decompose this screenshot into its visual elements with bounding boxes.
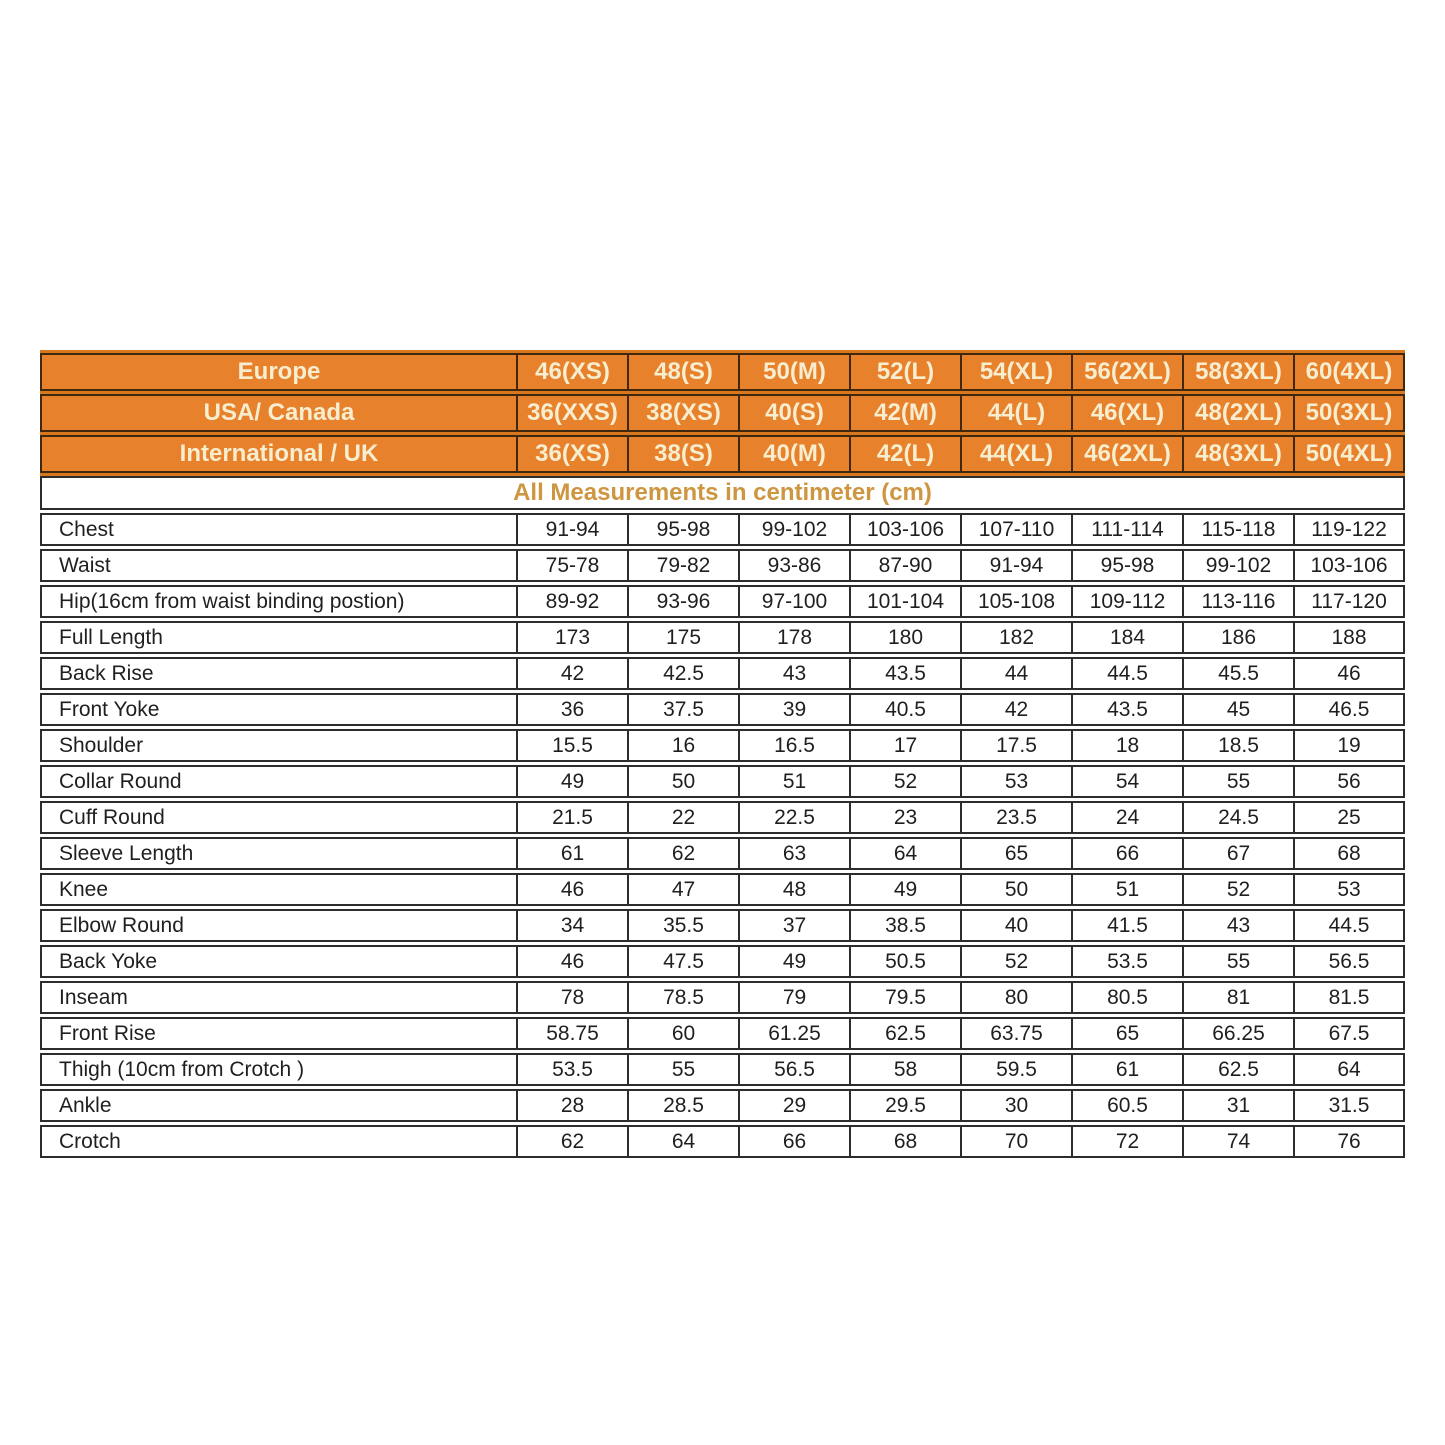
table-row [40,1089,1405,1122]
value-cell: 43.5 [850,657,961,690]
row-label-cell: Hip(16cm from waist binding postion) [40,585,517,618]
row-label-cell: Chest [40,513,517,546]
table-row [40,765,1405,798]
value-cell: 95-98 [628,513,739,546]
header-size-cell: 44(XL) [961,435,1072,473]
header-size-cell: 46(2XL) [1072,435,1183,473]
value-cell: 55 [628,1053,739,1086]
value-cell: 97-100 [739,585,850,618]
row-label-cell: Collar Round [40,765,517,798]
value-cell: 53 [961,765,1072,798]
header-size-cell: 46(XL) [1072,394,1183,432]
header-size-cell: 38(XS) [628,394,739,432]
value-cell: 44.5 [1294,909,1405,942]
value-cell: 45 [1183,693,1294,726]
value-cell: 30 [961,1089,1072,1122]
value-cell: 53.5 [1072,945,1183,978]
value-cell: 79-82 [628,549,739,582]
header-size-cell: 38(S) [628,435,739,473]
value-cell: 22.5 [739,801,850,834]
value-cell: 58.75 [517,1017,628,1050]
value-cell: 61.25 [739,1017,850,1050]
value-cell: 53 [1294,873,1405,906]
value-cell: 117-120 [1294,585,1405,618]
value-cell: 188 [1294,621,1405,654]
value-cell: 59.5 [961,1053,1072,1086]
value-cell: 23 [850,801,961,834]
value-cell: 113-116 [1183,585,1294,618]
value-cell: 79 [739,981,850,1014]
value-cell: 17.5 [961,729,1072,762]
table-row [40,513,1405,546]
value-cell: 173 [517,621,628,654]
value-cell: 38.5 [850,909,961,942]
value-cell: 21.5 [517,801,628,834]
header-size-cell: 48(3XL) [1183,435,1294,473]
value-cell: 175 [628,621,739,654]
header-row [40,353,1405,391]
value-cell: 47 [628,873,739,906]
value-cell: 35.5 [628,909,739,942]
value-cell: 180 [850,621,961,654]
value-cell: 80.5 [1072,981,1183,1014]
header-size-cell: 60(4XL) [1294,353,1405,391]
value-cell: 37 [739,909,850,942]
value-cell: 29 [739,1089,850,1122]
value-cell: 99-102 [1183,549,1294,582]
value-cell: 62.5 [1183,1053,1294,1086]
size-chart-table [40,350,1405,1161]
value-cell: 62.5 [850,1017,961,1050]
value-cell: 29.5 [850,1089,961,1122]
header-region-label: International / UK [40,435,517,473]
header-size-cell: 44(L) [961,394,1072,432]
value-cell: 24.5 [1183,801,1294,834]
header-size-cell: 48(2XL) [1183,394,1294,432]
value-cell: 46 [517,945,628,978]
value-cell: 44.5 [1072,657,1183,690]
value-cell: 15.5 [517,729,628,762]
value-cell: 22 [628,801,739,834]
row-label-cell: Front Rise [40,1017,517,1050]
value-cell: 89-92 [517,585,628,618]
value-cell: 34 [517,909,628,942]
row-label-cell: Front Yoke [40,693,517,726]
header-size-cell: 48(S) [628,353,739,391]
value-cell: 93-96 [628,585,739,618]
value-cell: 47.5 [628,945,739,978]
value-cell: 16.5 [739,729,850,762]
header-size-cell: 40(S) [739,394,850,432]
row-label-cell: Cuff Round [40,801,517,834]
value-cell: 60.5 [1072,1089,1183,1122]
value-cell: 70 [961,1125,1072,1158]
header-region-label: Europe [40,353,517,391]
header-size-cell: 42(L) [850,435,961,473]
value-cell: 76 [1294,1125,1405,1158]
value-cell: 50.5 [850,945,961,978]
value-cell: 51 [1072,873,1183,906]
row-label-cell: Crotch [40,1125,517,1158]
table-row [40,693,1405,726]
value-cell: 91-94 [517,513,628,546]
value-cell: 48 [739,873,850,906]
value-cell: 53.5 [517,1053,628,1086]
value-cell: 93-86 [739,549,850,582]
value-cell: 65 [961,837,1072,870]
units-row [40,476,1405,510]
value-cell: 101-104 [850,585,961,618]
row-label-cell: Back Rise [40,657,517,690]
value-cell: 42.5 [628,657,739,690]
value-cell: 178 [739,621,850,654]
value-cell: 43 [1183,909,1294,942]
value-cell: 115-118 [1183,513,1294,546]
header-size-cell: 56(2XL) [1072,353,1183,391]
value-cell: 55 [1183,765,1294,798]
value-cell: 72 [1072,1125,1183,1158]
size-chart-page [40,350,1405,1161]
value-cell: 43.5 [1072,693,1183,726]
table-row [40,1053,1405,1086]
value-cell: 184 [1072,621,1183,654]
value-cell: 63 [739,837,850,870]
value-cell: 74 [1183,1125,1294,1158]
value-cell: 99-102 [739,513,850,546]
value-cell: 51 [739,765,850,798]
value-cell: 67 [1183,837,1294,870]
value-cell: 60 [628,1017,739,1050]
value-cell: 28.5 [628,1089,739,1122]
table-row [40,981,1405,1014]
table-row [40,945,1405,978]
value-cell: 42 [517,657,628,690]
table-row [40,1017,1405,1050]
value-cell: 46.5 [1294,693,1405,726]
table-row [40,585,1405,618]
value-cell: 43 [739,657,850,690]
value-cell: 66 [1072,837,1183,870]
value-cell: 58 [850,1053,961,1086]
value-cell: 78.5 [628,981,739,1014]
value-cell: 75-78 [517,549,628,582]
value-cell: 66.25 [1183,1017,1294,1050]
row-label-cell: Elbow Round [40,909,517,942]
value-cell: 36 [517,693,628,726]
value-cell: 61 [517,837,628,870]
value-cell: 62 [517,1125,628,1158]
value-cell: 16 [628,729,739,762]
value-cell: 56 [1294,765,1405,798]
value-cell: 18.5 [1183,729,1294,762]
value-cell: 95-98 [1072,549,1183,582]
size-header [40,353,1405,473]
value-cell: 40 [961,909,1072,942]
table-row [40,801,1405,834]
value-cell: 31.5 [1294,1089,1405,1122]
value-cell: 46 [1294,657,1405,690]
value-cell: 109-112 [1072,585,1183,618]
header-size-cell: 54(XL) [961,353,1072,391]
row-label-cell: Inseam [40,981,517,1014]
value-cell: 68 [850,1125,961,1158]
value-cell: 63.75 [961,1017,1072,1050]
value-cell: 39 [739,693,850,726]
units-note: All Measurements in centimeter (cm) [40,476,1405,510]
value-cell: 42 [961,693,1072,726]
header-row [40,435,1405,473]
value-cell: 54 [1072,765,1183,798]
header-size-cell: 42(M) [850,394,961,432]
value-cell: 91-94 [961,549,1072,582]
value-cell: 17 [850,729,961,762]
value-cell: 78 [517,981,628,1014]
value-cell: 119-122 [1294,513,1405,546]
value-cell: 52 [850,765,961,798]
header-size-cell: 46(XS) [517,353,628,391]
table-row [40,549,1405,582]
value-cell: 65 [1072,1017,1183,1050]
value-cell: 186 [1183,621,1294,654]
row-label-cell: Full Length [40,621,517,654]
value-cell: 55 [1183,945,1294,978]
value-cell: 68 [1294,837,1405,870]
value-cell: 56.5 [1294,945,1405,978]
header-region-label: USA/ Canada [40,394,517,432]
header-size-cell: 50(3XL) [1294,394,1405,432]
value-cell: 40.5 [850,693,961,726]
value-cell: 41.5 [1072,909,1183,942]
table-row [40,621,1405,654]
value-cell: 24 [1072,801,1183,834]
value-cell: 52 [1183,873,1294,906]
value-cell: 45.5 [1183,657,1294,690]
row-label-cell: Shoulder [40,729,517,762]
row-label-cell: Back Yoke [40,945,517,978]
value-cell: 28 [517,1089,628,1122]
value-cell: 18 [1072,729,1183,762]
value-cell: 182 [961,621,1072,654]
value-cell: 64 [850,837,961,870]
value-cell: 103-106 [1294,549,1405,582]
value-cell: 111-114 [1072,513,1183,546]
value-cell: 62 [628,837,739,870]
value-cell: 52 [961,945,1072,978]
value-cell: 25 [1294,801,1405,834]
header-size-cell: 36(XS) [517,435,628,473]
header-size-cell: 50(M) [739,353,850,391]
value-cell: 107-110 [961,513,1072,546]
table-row [40,657,1405,690]
header-size-cell: 40(M) [739,435,850,473]
header-size-cell: 36(XXS) [517,394,628,432]
row-label-cell: Waist [40,549,517,582]
value-cell: 19 [1294,729,1405,762]
value-cell: 44 [961,657,1072,690]
value-cell: 87-90 [850,549,961,582]
table-row [40,729,1405,762]
value-cell: 50 [628,765,739,798]
value-cell: 64 [628,1125,739,1158]
measurement-body [40,476,1405,1158]
value-cell: 49 [850,873,961,906]
value-cell: 64 [1294,1053,1405,1086]
value-cell: 46 [517,873,628,906]
value-cell: 56.5 [739,1053,850,1086]
value-cell: 49 [517,765,628,798]
table-row [40,909,1405,942]
header-row [40,394,1405,432]
value-cell: 49 [739,945,850,978]
value-cell: 105-108 [961,585,1072,618]
value-cell: 61 [1072,1053,1183,1086]
table-row [40,873,1405,906]
header-size-cell: 50(4XL) [1294,435,1405,473]
value-cell: 79.5 [850,981,961,1014]
row-label-cell: Thigh (10cm from Crotch ) [40,1053,517,1086]
value-cell: 66 [739,1125,850,1158]
value-cell: 81.5 [1294,981,1405,1014]
value-cell: 31 [1183,1089,1294,1122]
value-cell: 80 [961,981,1072,1014]
value-cell: 50 [961,873,1072,906]
value-cell: 81 [1183,981,1294,1014]
header-size-cell: 52(L) [850,353,961,391]
value-cell: 67.5 [1294,1017,1405,1050]
value-cell: 103-106 [850,513,961,546]
row-label-cell: Ankle [40,1089,517,1122]
row-label-cell: Knee [40,873,517,906]
table-row [40,837,1405,870]
row-label-cell: Sleeve Length [40,837,517,870]
value-cell: 37.5 [628,693,739,726]
table-row [40,1125,1405,1158]
value-cell: 23.5 [961,801,1072,834]
header-size-cell: 58(3XL) [1183,353,1294,391]
